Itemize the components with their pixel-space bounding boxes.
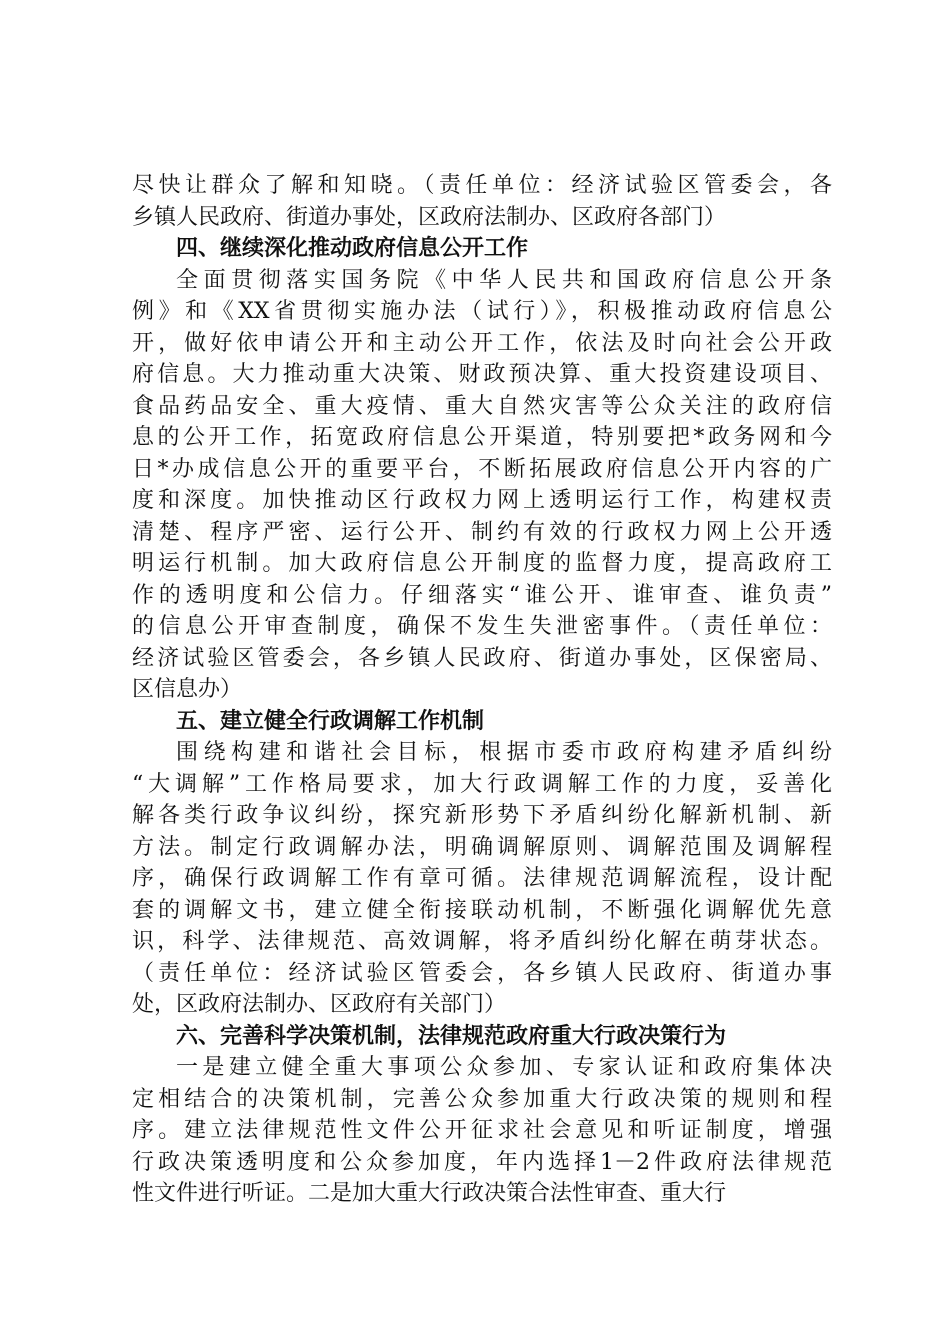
text-line: 全面贯彻落实国务院《中华人民共和国政府信息公开条: [176, 267, 832, 293]
text-line: 度和深度。加快推动区行政权力网上透明运行工作，构建权责: [132, 488, 832, 513]
text-line: 定相结合的决策机制，完善公众参加重大行政决策的规则和程: [132, 1086, 832, 1112]
text-line: 开，做好依申请公开和主动公开工作，依法及时向社会公开政: [132, 330, 832, 356]
paragraph: [132, 170, 832, 233]
text-line: 性文件进行听证。二是加大重大行政决策合法性审查、重大行: [132, 1181, 727, 1206]
text-line: 行政决策透明度和公众参加度，年内选择1－2件政府法律规范: [132, 1149, 832, 1175]
text-line: 息的公开工作，拓宽政府信息公开渠道，特别要把*政务网和今: [132, 425, 832, 450]
text-line: 处，区政府法制办、区政府有关部门）: [132, 992, 507, 1017]
text-line: 方法。制定行政调解办法，明确调解原则、调解范围及调解程: [132, 834, 832, 860]
text-line: 食品药品安全、重大疫情、重大自然灾害等公众关注的政府信: [132, 393, 832, 419]
paragraph: [132, 737, 832, 1021]
text-line: 日*办成信息公开的重要平台，不断拓展政府信息公开内容的广: [132, 456, 832, 482]
document-body: [132, 170, 832, 1210]
text-line: 清楚、程序严密、运行公开、制约有效的行政权力网上公开透: [132, 519, 832, 545]
text-line: 一是建立健全重大事项公众参加、专家认证和政府集体决: [176, 1055, 832, 1080]
text-line: 作的透明度和公信力。仔细落实“谁公开、谁审查、谁负责”: [132, 582, 832, 608]
paragraph: [132, 1052, 832, 1210]
section-heading: 五、建立健全行政调解工作机制: [176, 708, 485, 734]
section-heading: 六、完善科学决策机制，法律规范政府重大行政决策行为: [176, 1023, 727, 1049]
text-line: “大调解”工作格局要求，加大行政调解工作的力度，妥善化: [132, 771, 832, 797]
text-line: 围绕构建和谐社会目标，根据市委市政府构建矛盾纠纷: [176, 740, 832, 765]
text-line: 序，确保行政调解工作有章可循。法律规范调解流程，设计配: [132, 866, 832, 891]
text-line: 例》和《XX省贯彻实施办法（试行）》，积极推动政府信息公: [132, 299, 832, 324]
section-heading: 四、继续深化推动政府信息公开工作: [176, 236, 529, 261]
paragraph: [132, 265, 832, 706]
text-line: 套的调解文书，建立健全衔接联动机制，不断强化调解优先意: [132, 897, 832, 923]
text-line: 区信息办）: [132, 677, 243, 702]
text-line: 尽快让群众了解和知晓。（责任单位：经济试验区管委会，各: [132, 173, 832, 198]
text-line: 经济试验区管委会，各乡镇人民政府、街道办事处，区保密局、: [132, 645, 832, 671]
text-line: 府信息。大力推动重大决策、财政预决算、重大投资建设项目、: [132, 362, 832, 387]
text-line: （责任单位：经济试验区管委会，各乡镇人民政府、街道办事: [132, 960, 832, 986]
text-line: 明运行机制。加大政府信息公开制度的监督力度，提高政府工: [132, 551, 832, 576]
text-line: 识，科学、法律规范、高效调解，将矛盾纠纷化解在萌芽状态。: [132, 929, 832, 954]
text-line: 的信息公开审查制度，确保不发生失泄密事件。（责任单位：: [132, 614, 832, 639]
text-line: 乡镇人民政府、街道办事处，区政府法制办、区政府各部门）: [132, 204, 727, 230]
text-line: 解各类行政争议纠纷，探究新形势下矛盾纠纷化解新机制、新: [132, 803, 832, 828]
text-line: 序。建立法律规范性文件公开征求社会意见和听证制度，增强: [132, 1118, 832, 1143]
